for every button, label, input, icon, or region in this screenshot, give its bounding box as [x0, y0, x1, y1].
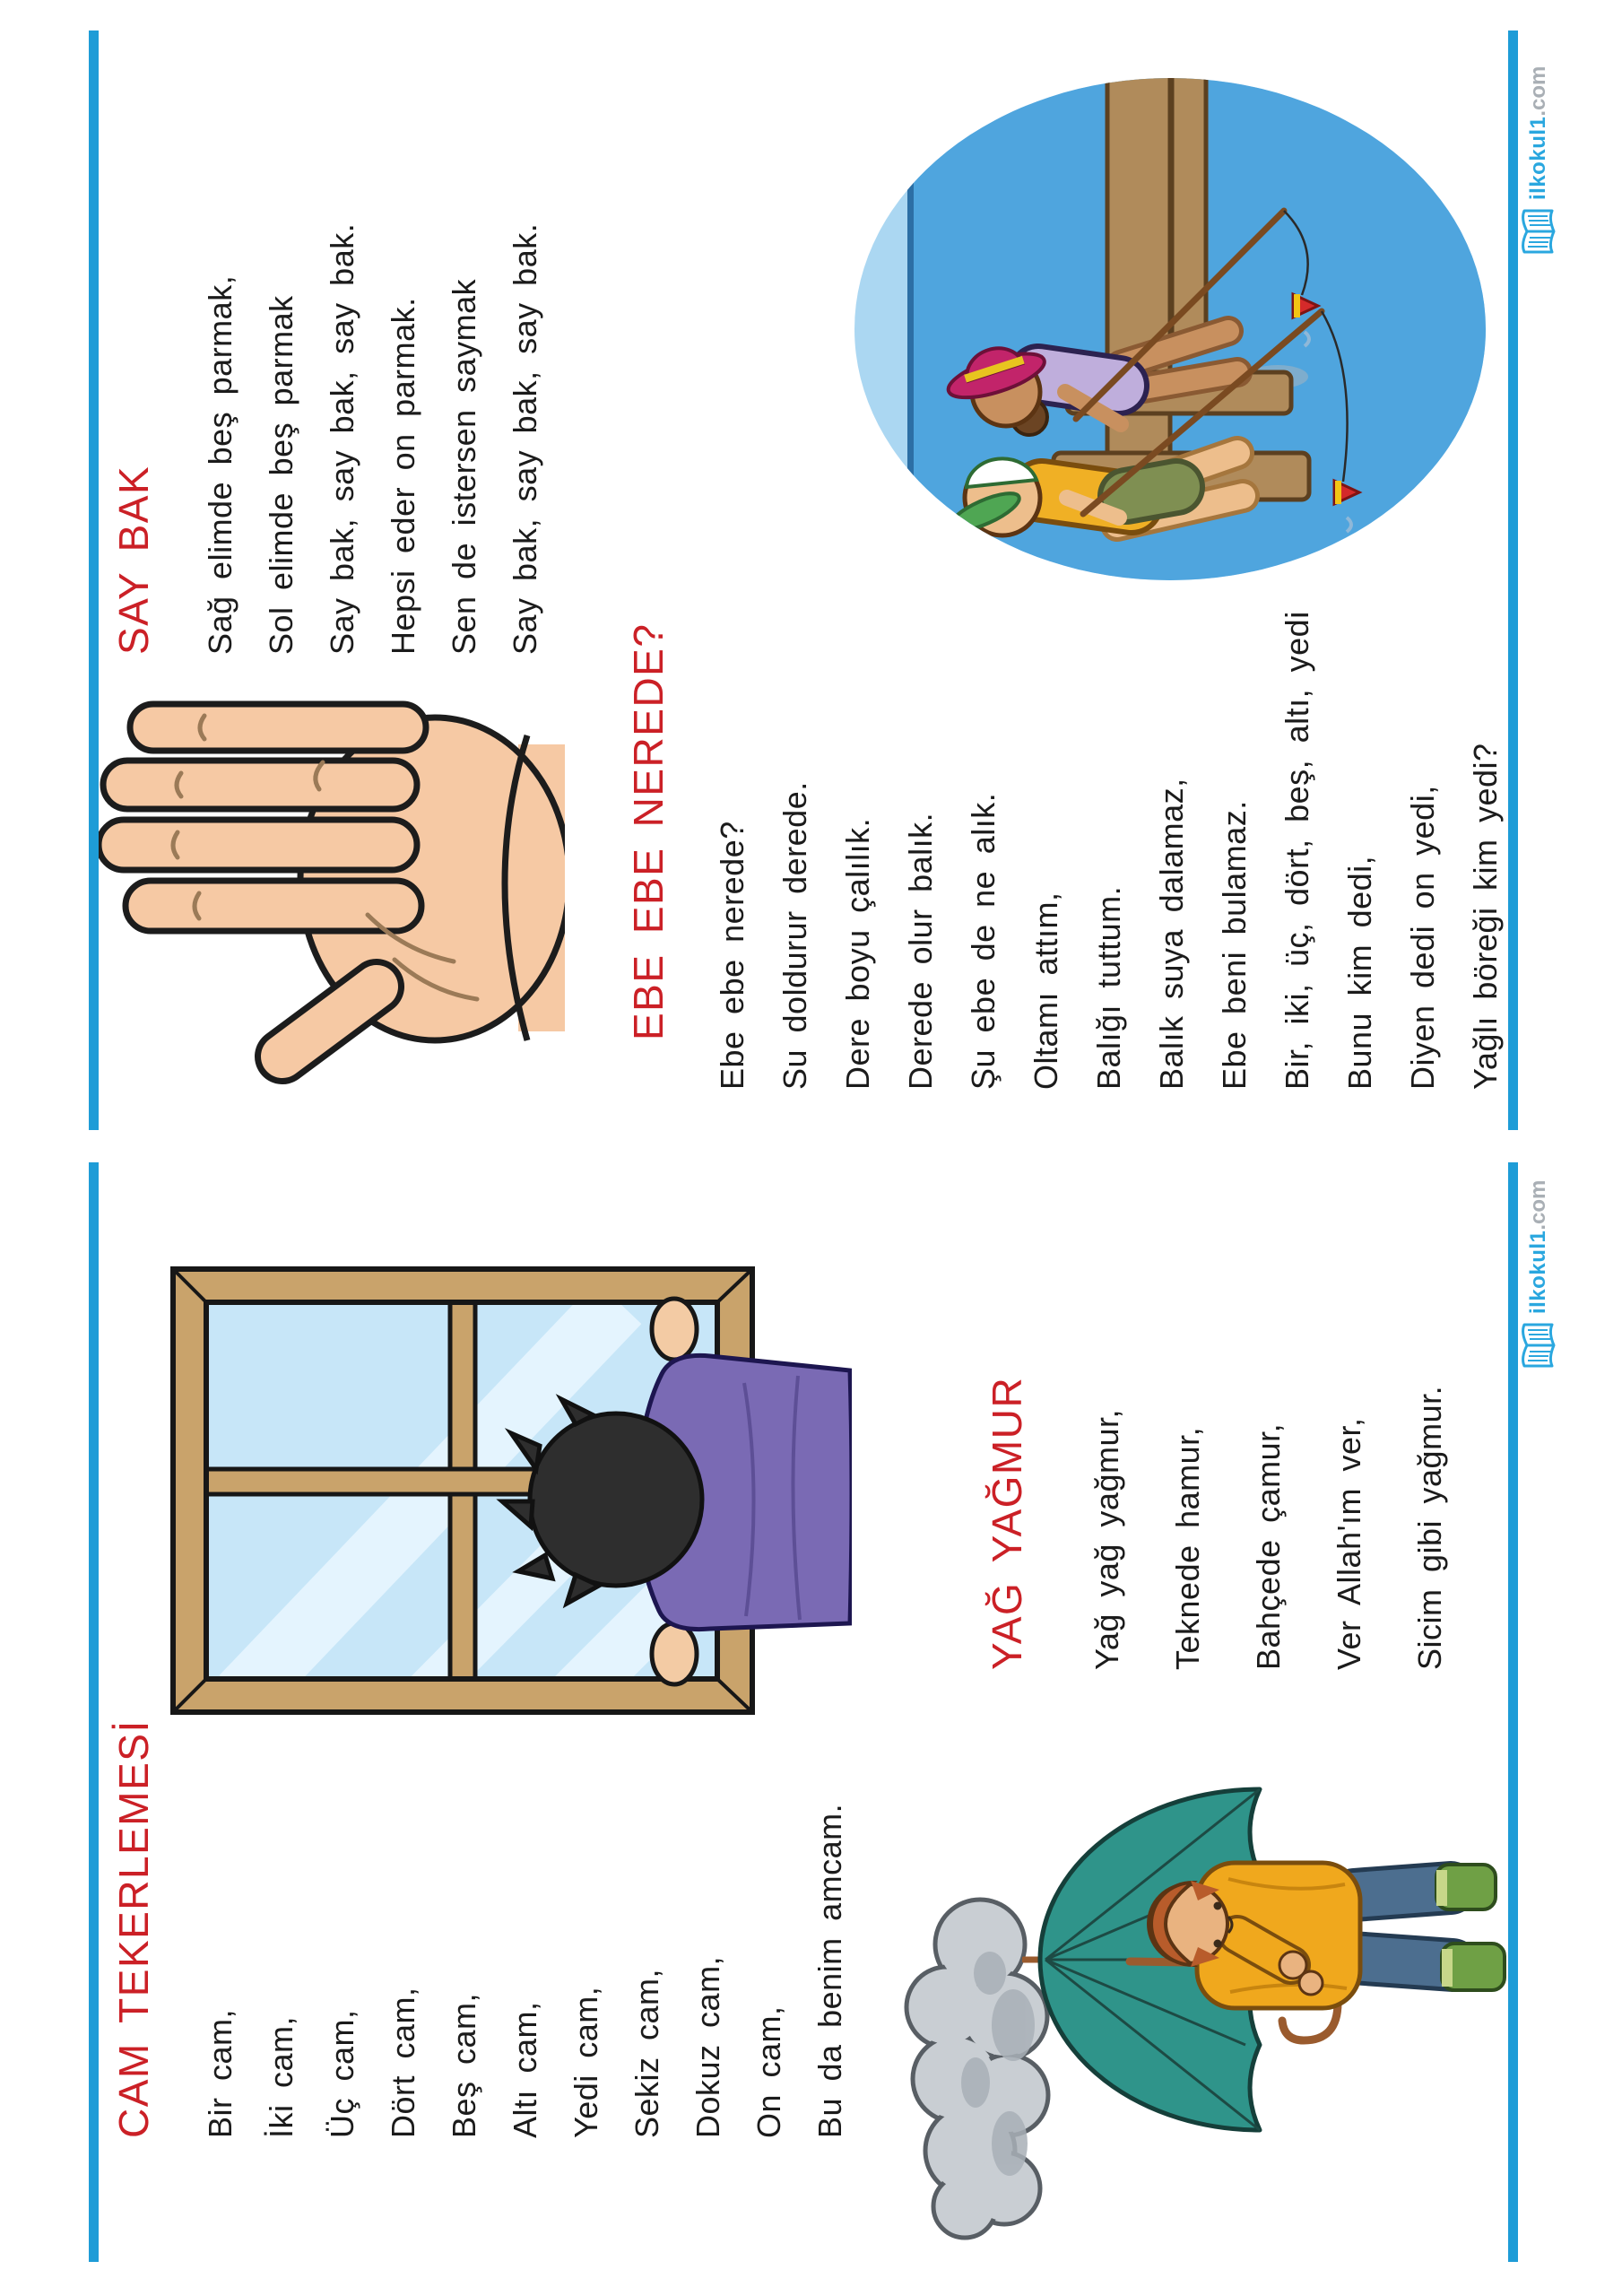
rhyme-line: Balığı tuttum. — [1090, 885, 1127, 1090]
brand-name: ilkokul1 — [1526, 116, 1550, 200]
rhyme-line: Üç cam, — [324, 2009, 360, 2138]
rhyme-title: EBE EBE NEREDE? — [625, 622, 672, 1040]
rhyme-cam-tekerlemesi — [109, 1719, 861, 2138]
brand-name: ilkokul1 — [1526, 1230, 1550, 1314]
rhyme-line: Altı cam, — [507, 2001, 543, 2138]
rhyme-lines — [1067, 1377, 1470, 1670]
rhyme-line: Ver Allah'ım ver, — [1331, 1417, 1367, 1670]
brand-logo — [1519, 1180, 1558, 1370]
rhyme-line: Derede olur balık. — [902, 812, 939, 1090]
fishing-kids-illustration — [852, 76, 1488, 583]
rhyme-line: Teknede hamur, — [1169, 1426, 1206, 1670]
rhyme-say-bak — [109, 223, 556, 655]
rhyme-line: On cam, — [750, 2005, 787, 2138]
rhyme-line: Say bak, say bak, say bak. — [507, 222, 543, 655]
umbrella-boy-illustration — [1022, 1780, 1506, 2157]
rhyme-lines — [190, 223, 556, 655]
rhyme-line: Oltamı attım, — [1028, 891, 1064, 1090]
rhyme-line: Bu da benim amcam. — [811, 1803, 848, 2138]
rhyme-line: Hepsi eder on parmak. — [385, 297, 421, 655]
rhyme-line: Yağ yağ yağmur, — [1089, 1409, 1125, 1670]
rhyme-line: Yedi cam, — [568, 1986, 604, 2138]
hand-illustration — [99, 691, 565, 1085]
brand-logo — [1519, 66, 1558, 256]
rhyme-title: SAY BAK — [110, 465, 157, 655]
rhyme-line: Dere boyu çalılık. — [839, 817, 876, 1090]
rhyme-line: Sicim gibi yağmur. — [1411, 1385, 1448, 1670]
rhyme-line: Ebe ebe nerede? — [714, 821, 750, 1090]
book-icon — [1519, 1321, 1558, 1370]
rhyme-line: Dört cam, — [385, 1987, 421, 2138]
rhyme-lines — [701, 611, 1517, 1090]
rhyme-line: Yağlı böreği kim yedi? — [1467, 743, 1504, 1090]
rhyme-line: Balık suya dalamaz, — [1153, 778, 1190, 1090]
rhyme-line: Şu ebe de ne alık. — [965, 792, 1002, 1090]
rhyme-line: Bunu kim dedi, — [1341, 855, 1378, 1090]
window-boy-illustration — [170, 1266, 852, 1715]
rhyme-line: Dokuz cam, — [690, 1955, 726, 2138]
rhyme-line: Su doldurur derede. — [776, 781, 813, 1090]
rhyme-ebe-ebe-nerede — [624, 611, 1517, 1090]
horizon-line — [907, 76, 914, 583]
rhyme-line: İki cam, — [263, 2015, 299, 2138]
rhyme-yag-yagmur — [983, 1377, 1470, 1670]
rhyme-line: Bahçede çamur, — [1250, 1422, 1287, 1670]
rhyme-line: Bir cam, — [202, 2008, 239, 2138]
rhyme-line: Sen de istersen saymak — [446, 278, 482, 655]
rhyme-line: Beş cam, — [446, 1992, 482, 2138]
rhyme-line: Sol elimde beş parmak — [263, 295, 299, 655]
page-border-line — [1508, 1162, 1518, 2262]
rhyme-title: CAM TEKERLEMESİ — [110, 1719, 157, 2138]
rhyme-line: Sekiz cam, — [629, 1968, 665, 2138]
rhyme-line: Ebe beni bulamaz. — [1216, 800, 1253, 1090]
rhyme-line: Sağ elimde beş parmak, — [202, 274, 239, 655]
rain-boy — [1149, 1863, 1505, 2008]
rhyme-title: YAĞ YAĞMUR — [984, 1376, 1030, 1670]
page-border-line — [89, 1162, 99, 2262]
page-border-line — [89, 30, 99, 1130]
book-icon — [1519, 207, 1558, 256]
brand-domain: .com — [1526, 1179, 1550, 1231]
rhyme-line: Say bak, say bak, say bak. — [324, 222, 360, 655]
rhyme-line: Diyen dedi on yedi, — [1404, 785, 1441, 1090]
brand-domain: .com — [1526, 65, 1550, 117]
rhyme-lines — [190, 1719, 861, 2138]
rhyme-line: Bir, iki, üç, dört, beş, altı, yedi — [1279, 611, 1315, 1090]
